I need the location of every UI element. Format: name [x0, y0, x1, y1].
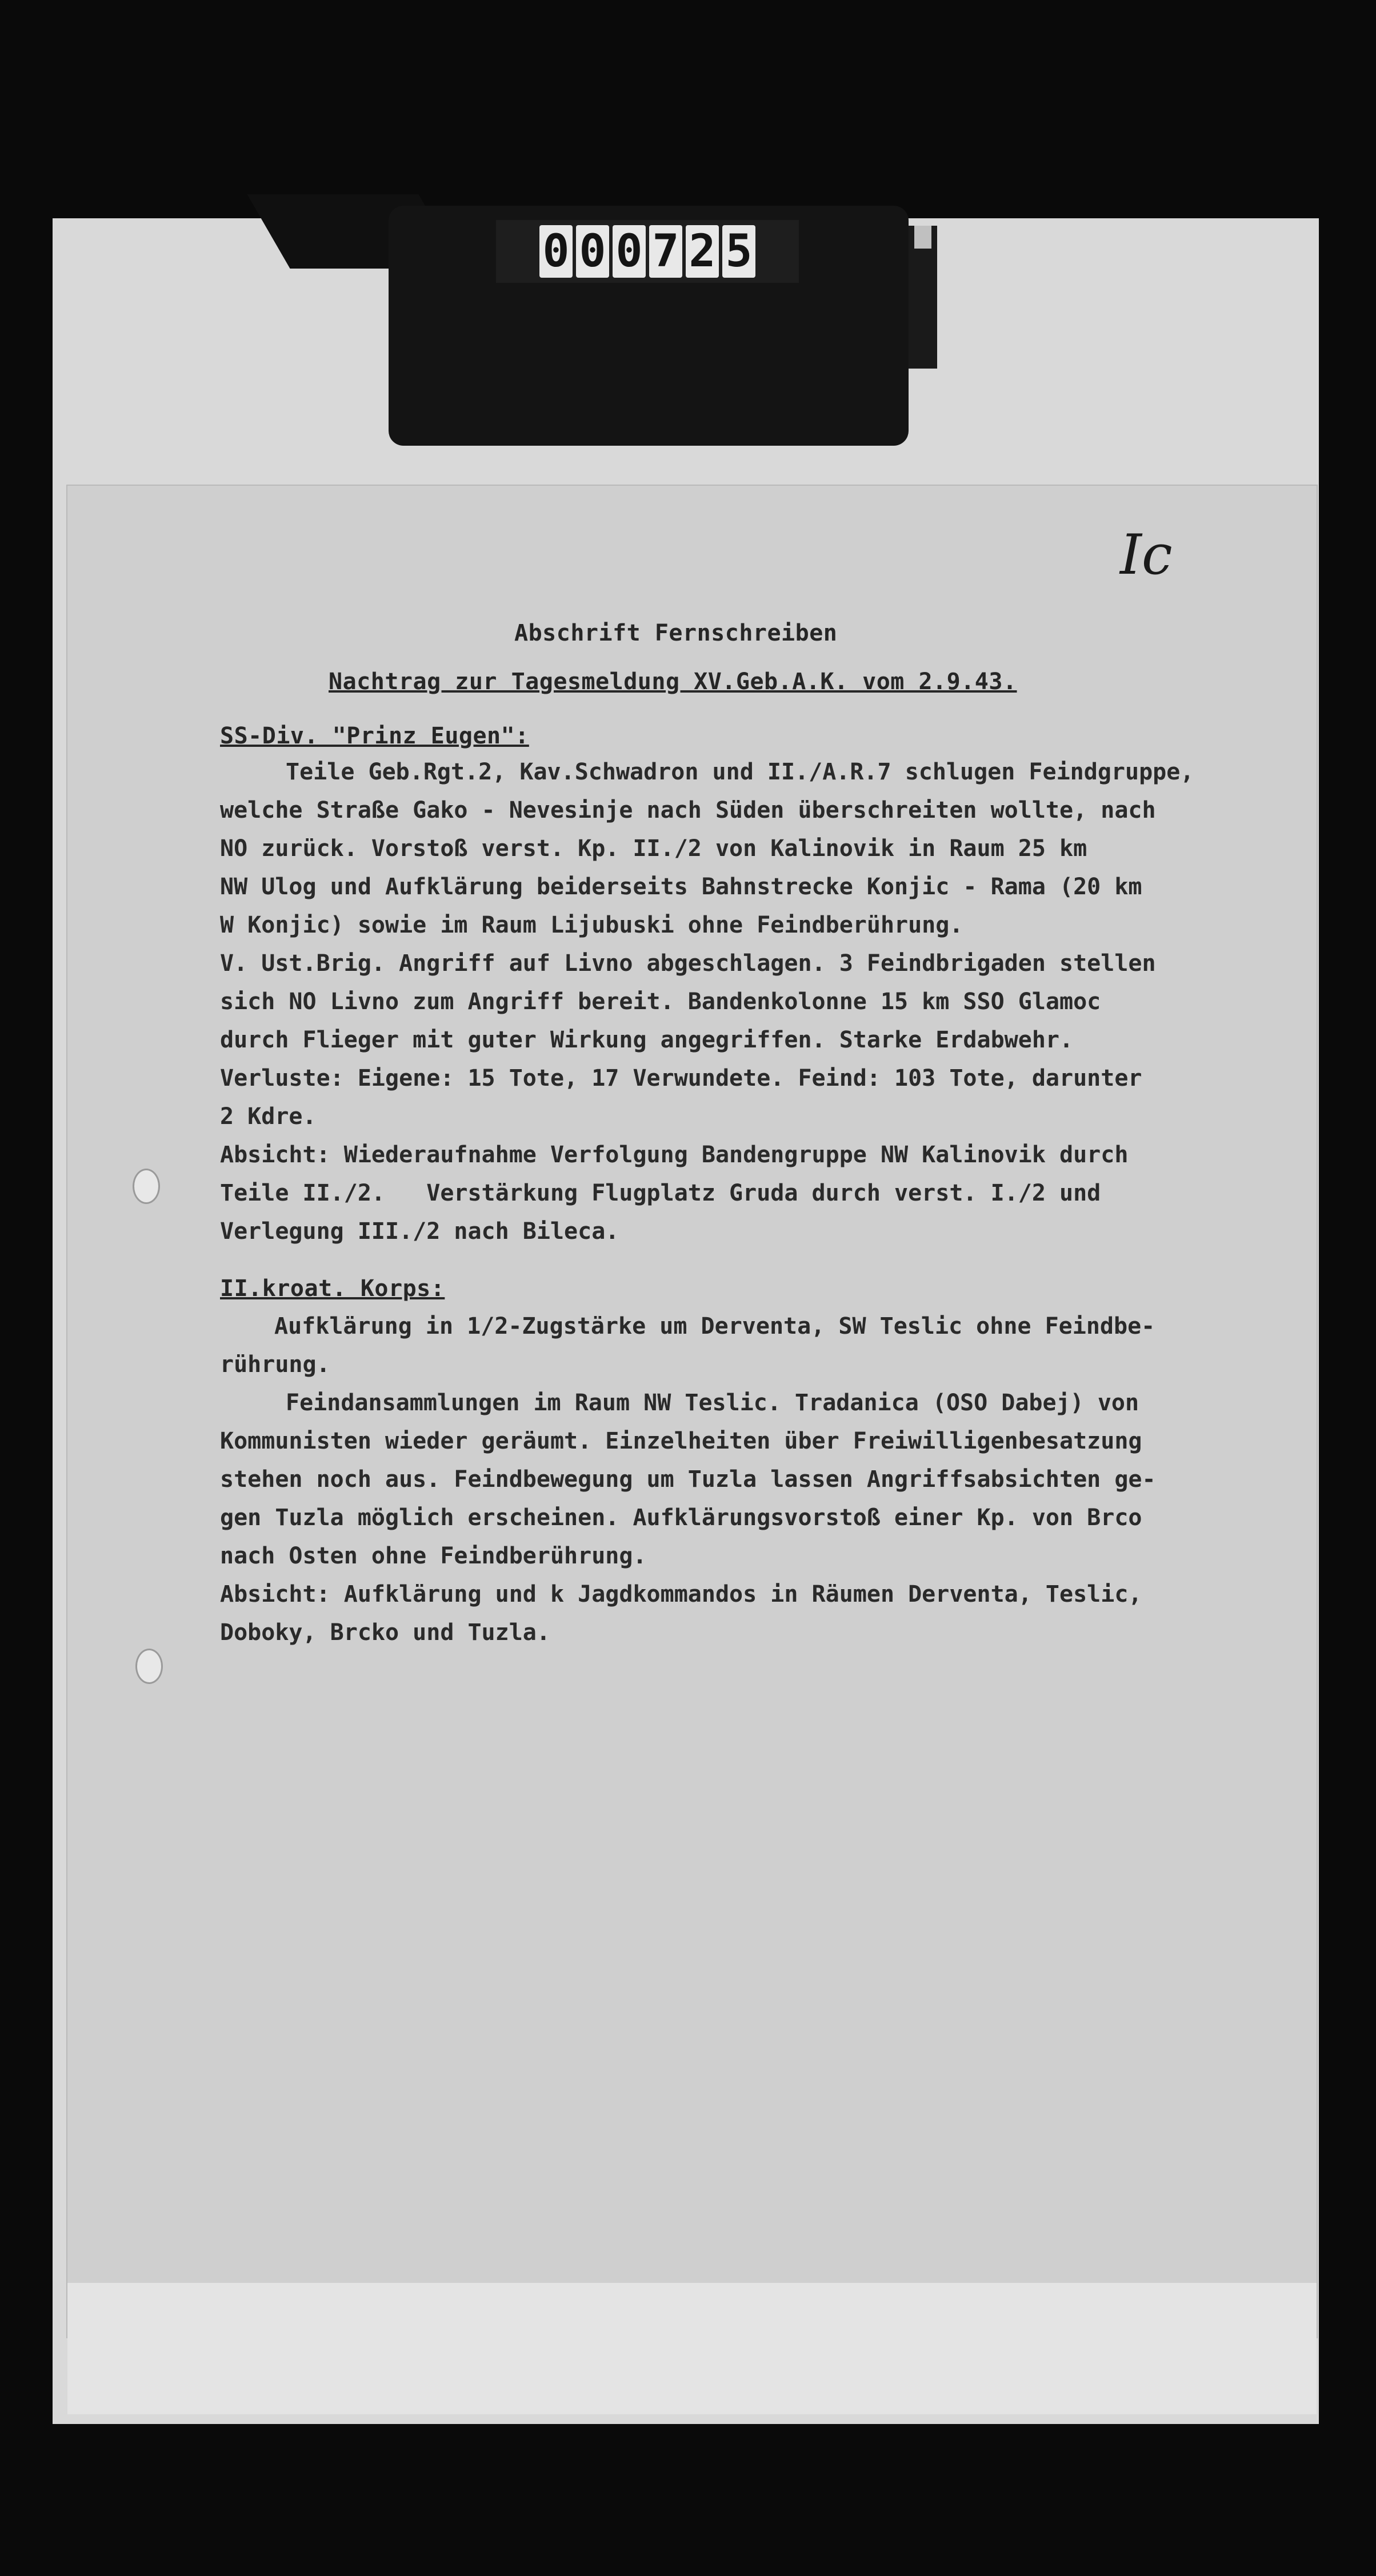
counter-digit: 2 — [686, 225, 719, 278]
text-line: welche Straße Gako - Nevesinje nach Süden überschreiten wollte, nach — [220, 797, 1156, 823]
counter-digit: 0 — [576, 225, 609, 278]
text-line: 2 Kdre. — [220, 1103, 317, 1130]
text-line: durch Flieger mit guter Wirkung angegriffen. Starke Erdabwehr. — [220, 1027, 1074, 1053]
text-line: Verlegung III./2 nach Bileca. — [220, 1218, 619, 1245]
text-line: Absicht: Wiederaufnahme Verfolgung Bandengruppe NW Kalinovik durch — [220, 1142, 1129, 1168]
text-line: sich NO Livno zum Angriff bereit. Bandenkolonne 15 km SSO Glamoc — [220, 989, 1101, 1015]
handwritten-annotation: Ic — [1120, 523, 1173, 587]
counter-digit: 7 — [649, 225, 682, 278]
counter-digit: 0 — [539, 225, 573, 278]
document-heading: Abschrift Fernschreiben — [514, 620, 838, 646]
text-line: rührung. — [220, 1351, 330, 1378]
counter-digit: 5 — [722, 225, 755, 278]
text-line: Feindansammlungen im Raum NW Teslic. Tradanica (OSO Dabej) von — [286, 1390, 1139, 1416]
punch-hole — [135, 1649, 163, 1684]
text-line: stehen noch aus. Feindbewegung um Tuzla lassen Angriffsabsichten ge- — [220, 1466, 1156, 1493]
text-line: gen Tuzla möglich erscheinen. Aufklärungsvorstoß einer Kp. von Brco — [220, 1505, 1142, 1531]
document-subheading: Nachtrag zur Tagesmeldung XV.Geb.A.K. vom 2.9.43. — [329, 669, 1017, 695]
text-line: nach Osten ohne Feindberührung. — [220, 1543, 647, 1569]
text-line: V. Ust.Brig. Angriff auf Livno abgeschlagen. 3 Feindbrigaden stellen — [220, 950, 1156, 977]
text-line: Absicht: Aufklärung und k Jagdkommandos in Räumen Derventa, Teslic, — [220, 1581, 1142, 1607]
text-line: Aufklärung in 1/2-Zugstärke um Derventa, SW Teslic ohne Feindbe- — [274, 1313, 1155, 1339]
text-line: Teile II./2. Verstärkung Flugplatz Gruda durch verst. I./2 und — [220, 1180, 1101, 1206]
text-line: Teile Geb.Rgt.2, Kav.Schwadron und II./A.R.7 schlugen Feindgruppe, — [286, 759, 1194, 785]
text-line: NO zurück. Vorstoß verst. Kp. II./2 von Kalinovik in Raum 25 km — [220, 835, 1087, 862]
counter-digit: 0 — [613, 225, 646, 278]
punch-hole — [133, 1169, 160, 1204]
text-line: Doboky, Brcko und Tuzla. — [220, 1619, 550, 1646]
text-line: NW Ulog und Aufklärung beiderseits Bahnstrecke Konjic - Rama (20 km — [220, 874, 1142, 900]
text-line: W Konjic) sowie im Raum Lijubuski ohne Feindberührung. — [220, 912, 963, 938]
page-bottom-edge — [67, 2283, 1317, 2414]
text-line: Kommunisten wieder geräumt. Einzelheiten über Freiwilligenbesatzung — [220, 1428, 1142, 1454]
counter-window — [496, 220, 799, 283]
section-title: SS-Div. "Prinz Eugen": — [220, 723, 529, 749]
text-line: Verluste: Eigene: 15 Tote, 17 Verwundete. Feind: 103 Tote, darunter — [220, 1065, 1142, 1091]
section-title: II.kroat. Korps: — [220, 1275, 445, 1302]
counter-knob-cap — [914, 226, 931, 249]
